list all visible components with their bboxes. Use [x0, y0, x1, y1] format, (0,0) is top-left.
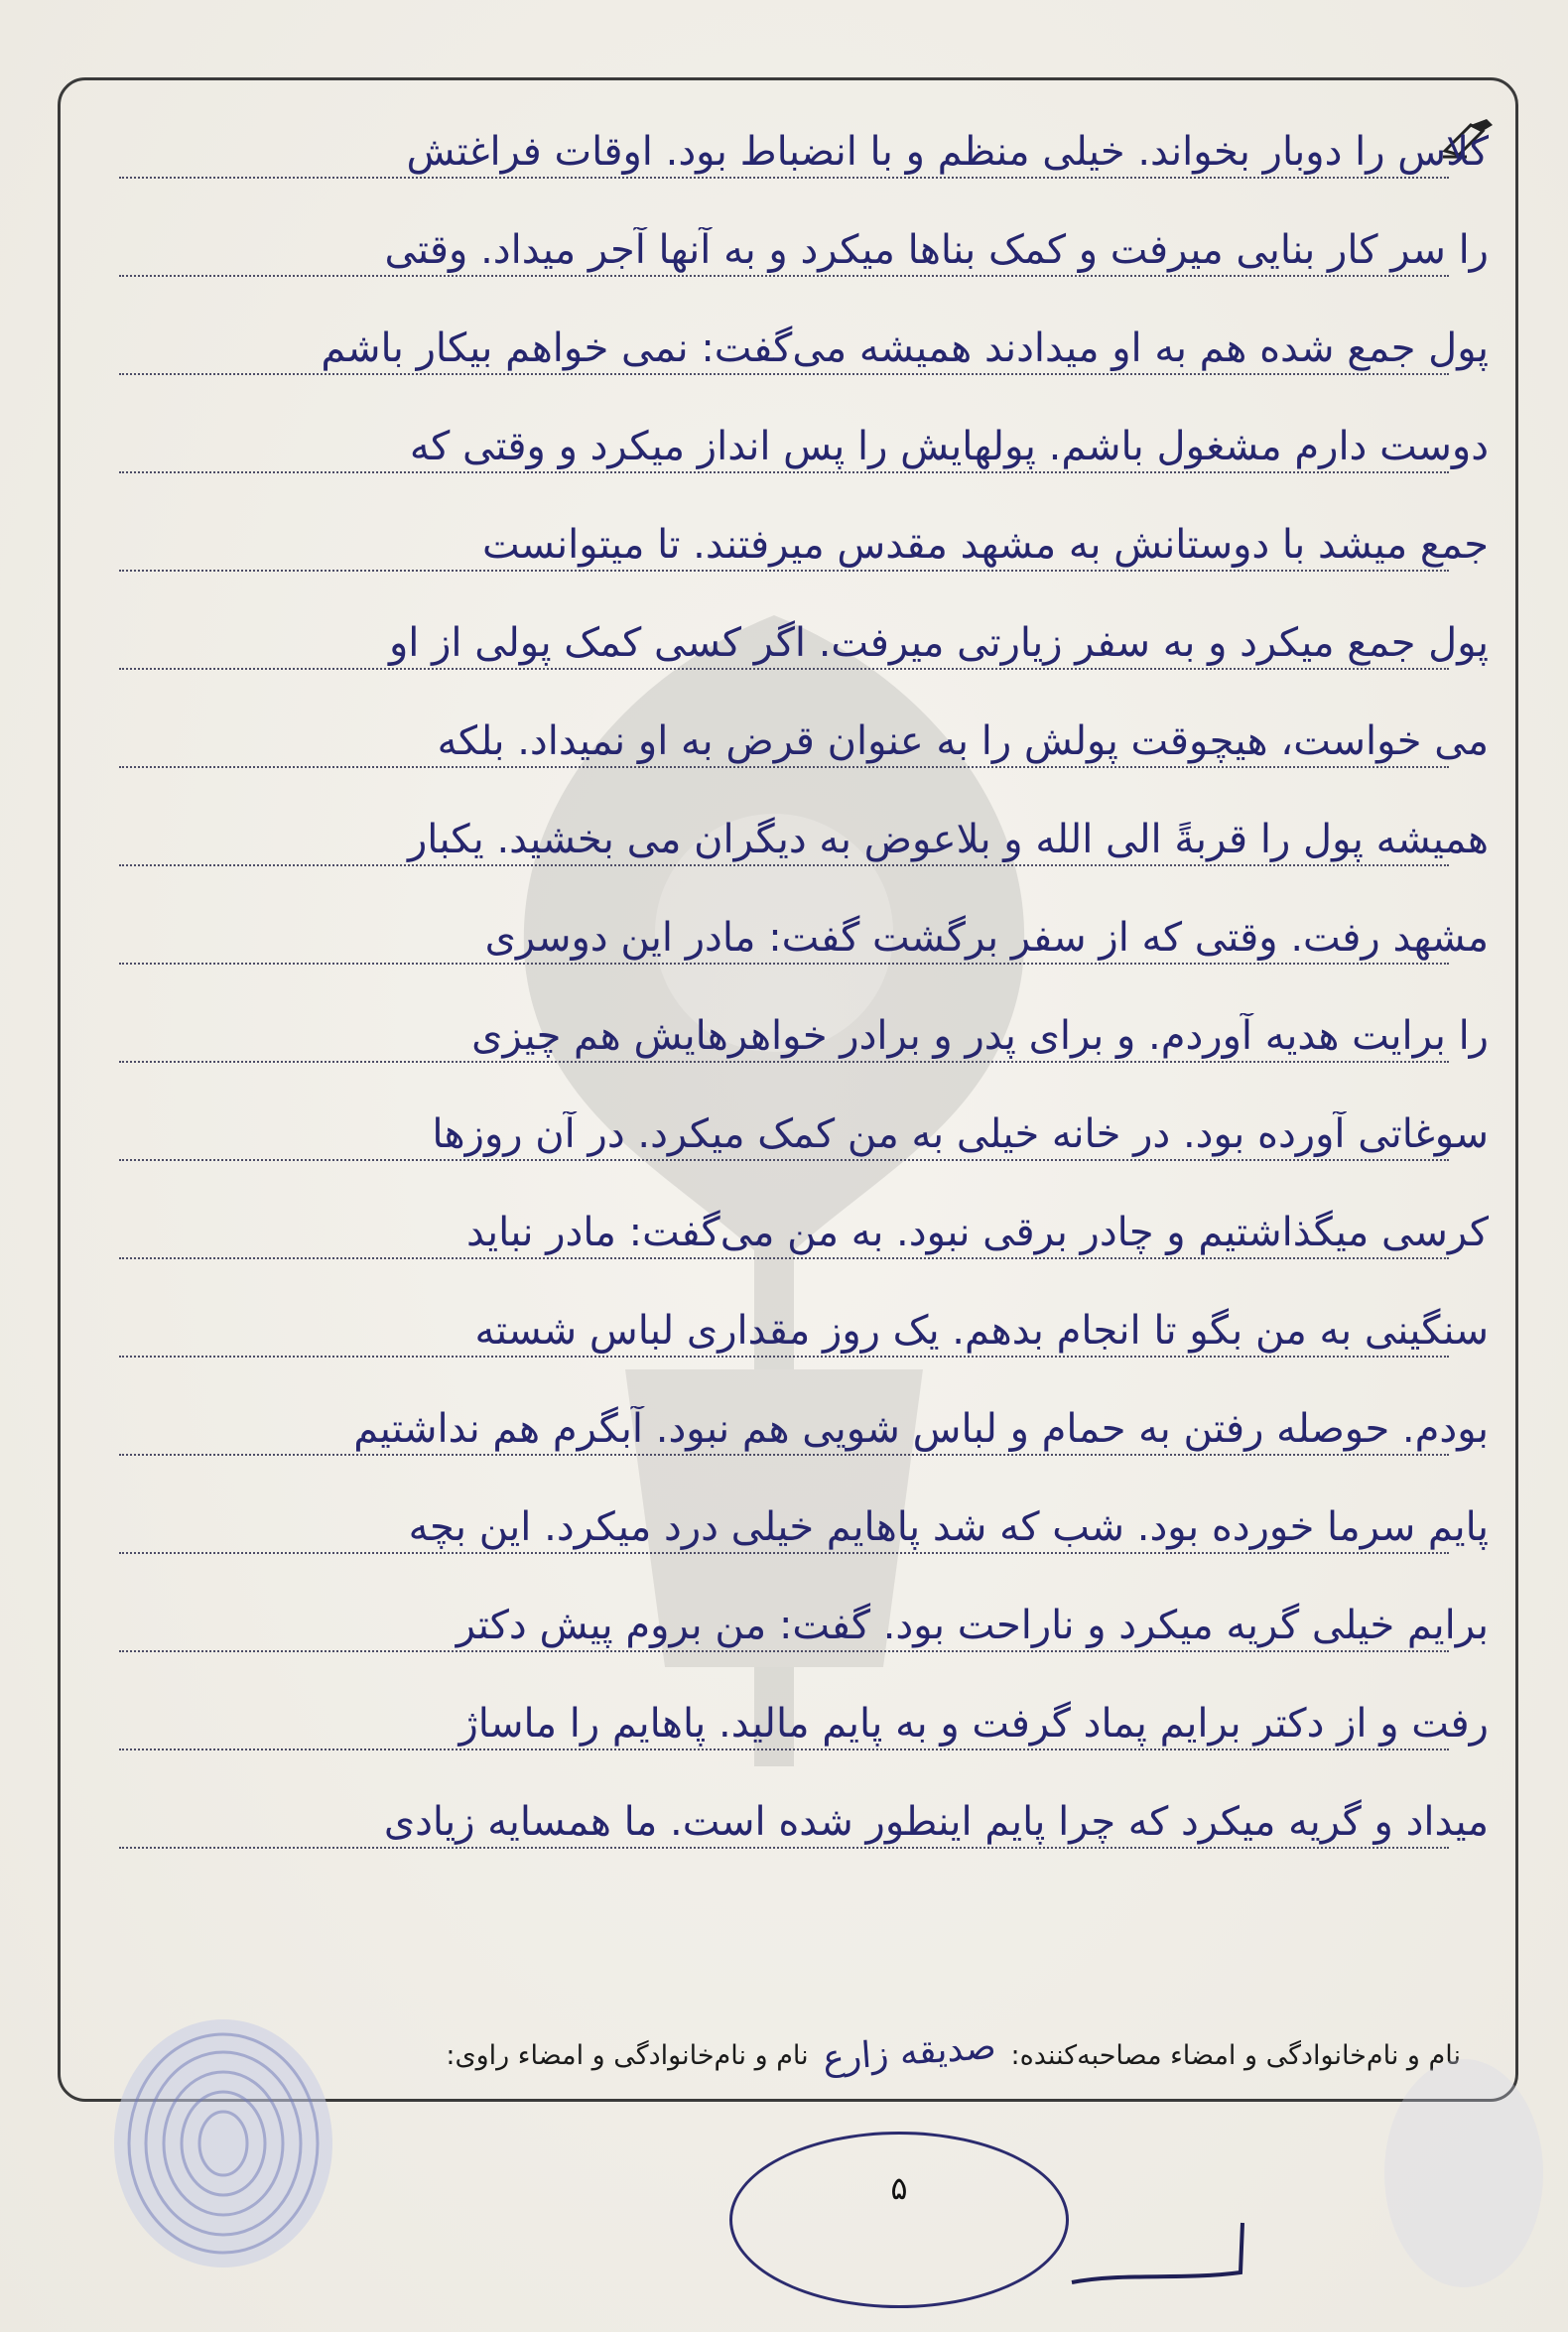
fingerprint-mark [94, 2005, 352, 2282]
text-line [89, 99, 1489, 197]
text-line [89, 1278, 1489, 1376]
line-text: سوغاتی آورده بود. در خانه خیلی به من کمک میکرد. در آن روزها [432, 1111, 1489, 1157]
faint-stamp-mark [1370, 2044, 1558, 2302]
page-number: ۵ [890, 2169, 908, 2207]
line-text: کرسی میگذاشتیم و چادر برقی نبود. به من می‌گفت: مادر نباید [465, 1210, 1489, 1255]
text-line [89, 689, 1489, 787]
line-text: مشهد رفت. وقتی که از سفر برگشت گفت: مادر این دوسری [484, 915, 1489, 961]
text-line [89, 1376, 1489, 1475]
line-text: را برایت هدیه آوردم. و برای پدر و برادر خواهرهایش هم چیزی [471, 1013, 1489, 1059]
interviewer-signature: صدیقه زارع [822, 2025, 998, 2080]
line-text: پول جمع میکرد و به سفر زیارتی میرفت. اگر کسی کمک پولی از او [388, 620, 1489, 666]
line-text: برایم خیلی گریه میکرد و ناراحت بود. گفت: من بروم پیش دکتر [456, 1603, 1489, 1648]
text-line [89, 1475, 1489, 1573]
line-text: کلاس را دوبار بخواند. خیلی منظم و با انضباط بود. اوقات فراغتش [406, 129, 1489, 175]
line-text: پول جمع شده هم به او میدادند همیشه می‌گفت: نمی خواهم بیکار باشم [321, 325, 1489, 371]
text-line [89, 1573, 1489, 1671]
text-line [89, 1671, 1489, 1769]
line-text: همیشه پول را قربةً الی الله و بلاعوض به دیگران می بخشید. یکبار [407, 817, 1489, 862]
handwritten-text-body [89, 99, 1489, 1868]
text-line [89, 1769, 1489, 1868]
signature-footer [171, 2025, 1461, 2080]
text-line [89, 492, 1489, 590]
interviewer-label: نام و نام‌خانوادگی و امضاء مصاحبه‌کننده: [1010, 2040, 1461, 2071]
text-line [89, 1082, 1489, 1180]
text-line [89, 885, 1489, 983]
text-line [89, 197, 1489, 296]
line-text: جمع میشد با دوستانش به مشهد مقدس میرفتند. تا میتوانست [481, 522, 1489, 568]
line-text: سنگینی به من بگو تا انجام بدهم. یک روز مقداری لباس شسته [474, 1308, 1489, 1354]
line-text: را سر کار بنایی میرفت و کمک بناها میکرد و به آنها آجر میداد. وقتی [384, 227, 1489, 273]
text-line [89, 1180, 1489, 1278]
line-text: رفت و از دکتر برایم پماد گرفت و به پایم مالید. پاهایم را ماساژ [458, 1701, 1489, 1747]
text-line [89, 296, 1489, 394]
line-text: می خواست، هیچوقت پولش را به عنوان قرض به او نمیداد. بلکه [437, 718, 1489, 764]
text-line [89, 787, 1489, 885]
line-text: بودم. حوصله رفتن به حمام و لباس شویی هم نبود. آبگرم هم نداشتیم [353, 1406, 1489, 1452]
signature-stroke [1062, 2203, 1270, 2302]
narrator-label: نام و نام‌خانوادگی و امضاء راوی: [446, 2040, 809, 2071]
text-line [89, 983, 1489, 1082]
line-text: میداد و گریه میکرد که چرا پایم اینطور شده است. ما همسایه زیادی [383, 1799, 1489, 1845]
text-line [89, 590, 1489, 689]
line-text: دوست دارم مشغول باشم. پولهایش را پس انداز میکرد و وقتی که [409, 424, 1489, 469]
page-number-oval [729, 2132, 1069, 2308]
line-text: پایم سرما خورده بود. شب که شد پاهایم خیلی درد میکرد. این بچه [408, 1504, 1489, 1550]
text-line [89, 394, 1489, 492]
